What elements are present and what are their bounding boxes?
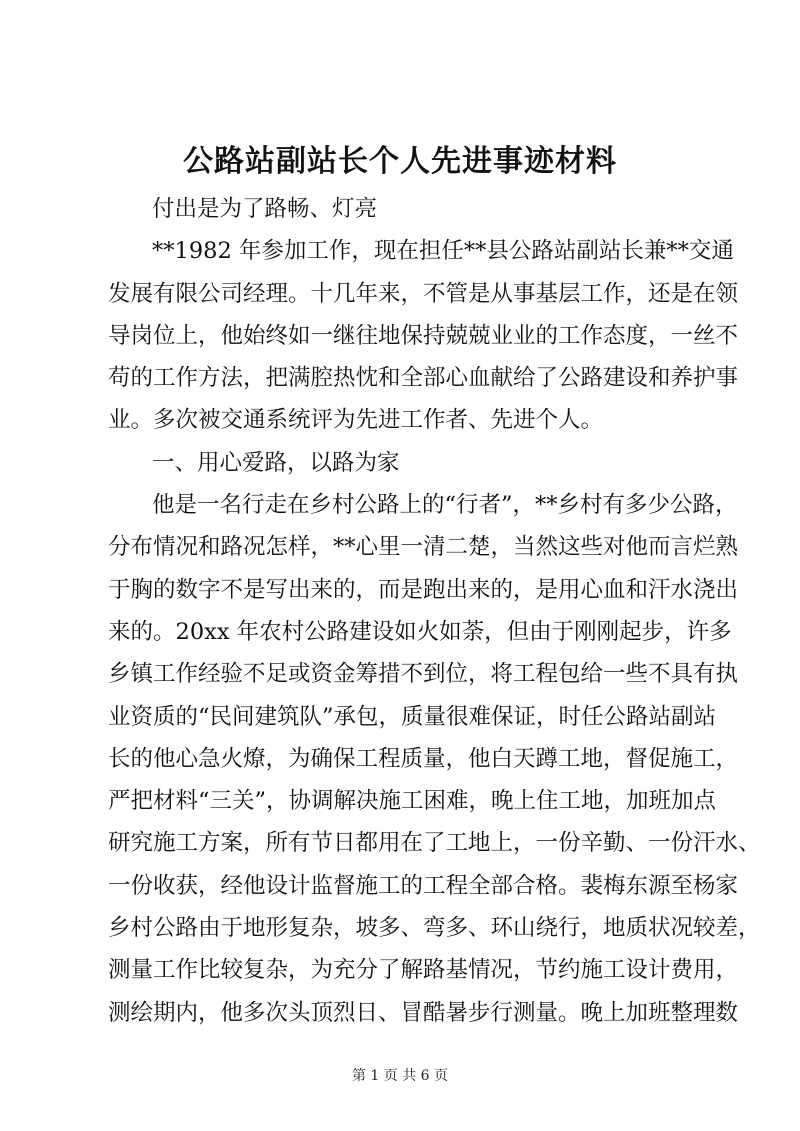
paragraph-line: **1982 年参加工作，现在担任**县公路站副站长兼**交通 bbox=[152, 238, 734, 265]
section-heading: 一、用心爱路，以路为家 bbox=[152, 449, 400, 476]
paragraph-line: 分布情况和路况怎样，**心里一清二楚，当然这些对他而言烂熟 bbox=[108, 534, 739, 561]
paragraph-line: 业。多次被交通系统评为先进工作者、先进个人。 bbox=[108, 407, 604, 434]
paragraph-line: 于胸的数字不是写出来的，而是跑出来的，是用心血和汗水浇出 bbox=[108, 576, 739, 603]
subtitle-line: 付出是为了路畅、灯亮 bbox=[152, 196, 378, 222]
paragraph-line: 测绘期内，他多次头顶烈日、冒酷暑步行测量。晚上加班整理数 bbox=[108, 999, 739, 1026]
paragraph-line: 测量工作比较复杂，为充分了解路基情况，节约施工设计费用， bbox=[108, 957, 739, 984]
document-title: 公路站副站长个人先进事迹材料 bbox=[183, 144, 617, 179]
paragraph-line: 苟的工作方法，把满腔热忱和全部心血献给了公路建设和养护事 bbox=[108, 365, 739, 392]
paragraph-line: 来的。20xx 年农村公路建设如火如荼，但由于刚刚起步，许多 bbox=[108, 618, 732, 645]
paragraph-line: 长的他心急火燎，为确保工程质量，他白天蹲工地，督促施工， bbox=[108, 745, 739, 772]
paragraph-line: 导岗位上，他始终如一继往地保持兢兢业业的工作态度，一丝不 bbox=[108, 322, 739, 349]
paragraph-line: 乡镇工作经验不足或资金筹措不到位，将工程包给一些不具有执 bbox=[108, 661, 739, 688]
paragraph-line: 发展有限公司经理。十几年来，不管是从事基层工作，还是在领 bbox=[108, 280, 739, 307]
paragraph-line: 严把材料“三关”，协调解决施工困难，晚上住工地，加班加点 bbox=[108, 788, 717, 815]
page-number-footer: 第 1 页 共 6 页 bbox=[351, 1068, 449, 1084]
paragraph-line: 一份收获，经他设计监督施工的工程全部合格。裴梅东源至杨家 bbox=[108, 872, 739, 899]
paragraph-line: 业资质的“民间建筑队”承包，质量很难保证，时任公路站副站 bbox=[108, 703, 717, 730]
document-body bbox=[108, 188, 761, 1034]
paragraph-line: 他是一名行走在乡村公路上的“行者”，**乡村有多少公路， bbox=[152, 492, 738, 519]
paragraph-line: 乡村公路由于地形复杂，坡多、弯多、环山绕行，地质状况较差， bbox=[108, 915, 761, 942]
paragraph-line: 研究施工方案，所有节日都用在了工地上，一份辛勤、一份汗水、 bbox=[108, 830, 761, 857]
